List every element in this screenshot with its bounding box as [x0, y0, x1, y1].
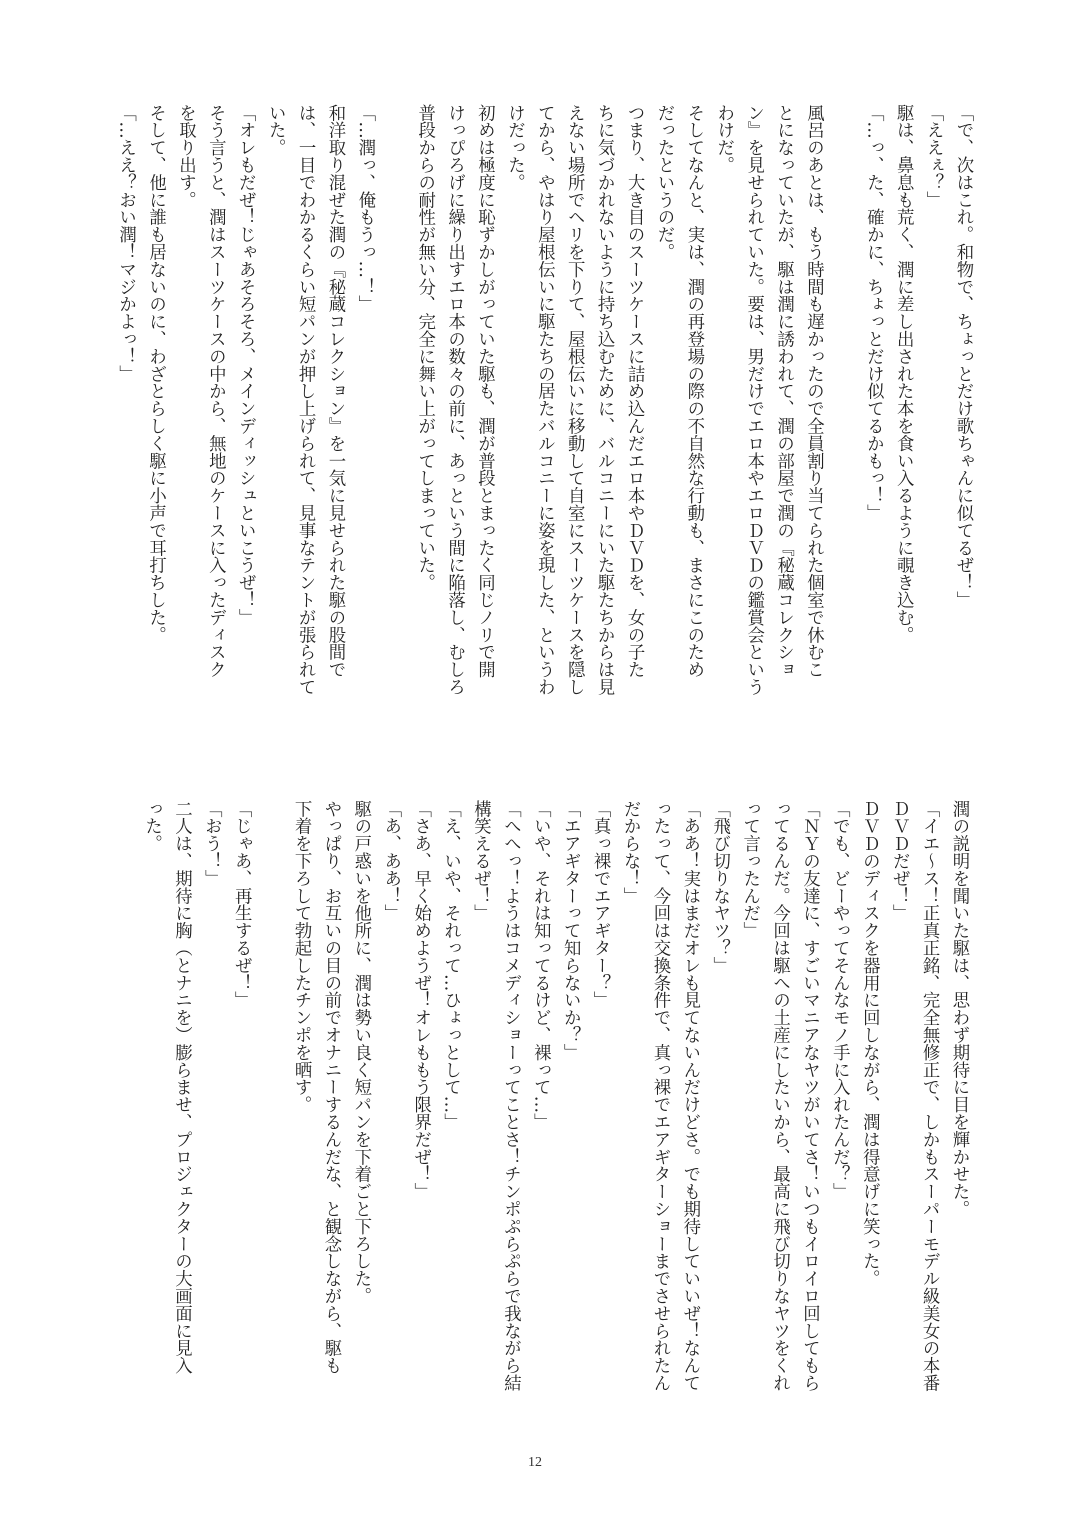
- text-line: った。: [141, 800, 162, 853]
- text-line: だったというのだ。: [653, 104, 674, 261]
- text-line: ちに気づかれないように持ち込むために、バルコニーにいた駆たちからは見: [594, 104, 615, 696]
- text-line: を取り出す。: [175, 104, 196, 209]
- text-line: 「おう！」: [201, 800, 222, 887]
- text-line: 「あ、ああ！」: [380, 800, 401, 922]
- text-line: 潤の説明を聞いた駆は、思わず期待に目を輝かせた。: [949, 800, 969, 1218]
- text-line: 「いや、それは知ってるけど、裸って…」: [530, 800, 551, 1131]
- text-line: 「…ええ？おい潤！マジかよっ！」: [115, 104, 136, 383]
- text-line: 下着を下ろして勃起したチンポを晒す。: [291, 800, 312, 1114]
- text-line: 「飛び切りなヤツ？」: [709, 800, 730, 974]
- text-line: 「エアギターって知らないか？」: [560, 800, 581, 1061]
- text-line: 「ＮＹの友達に、すごいマニアなヤツがいてさ！いつもイロイロ回してもら: [799, 800, 820, 1392]
- text-line: 「さあ、早く始めようぜ！オレももう限界だぜ！」: [410, 800, 431, 1201]
- text-line: 「…っ、た、確かに、ちょっとだけ似てるかもっ！」: [863, 104, 884, 522]
- text-line: そしてなんと、実は、潤の再登場の際の不自然な行動も、まさにこのため: [683, 104, 704, 679]
- text-line: 風呂のあとは、もう時間も遅かったので全員割り当てられた個室で休むこ: [803, 104, 824, 679]
- text-line: 「え、いや、それって…ひょっとして…」: [440, 800, 461, 1131]
- text-line: ったって、今回は交換条件で、真っ裸でエアギターショーまでさせられたん: [649, 800, 670, 1392]
- text-line: けっぴろげに繰り出すエロ本の数々の前に、あっという間に陥落し、むしろ: [444, 104, 465, 696]
- text-line: 「ええぇ？」: [923, 104, 944, 209]
- text-line: [379, 104, 409, 694]
- text-line: 「…潤っ、俺もうっ…！」: [354, 104, 375, 313]
- text-line: そして、他に誰も居ないのに、わざとらしく駆に小声で耳打ちした。: [145, 104, 166, 644]
- text-line: つまり、大き目のスーツケースに詰め込んだエロ本やＤＶＤを、女の子た: [624, 104, 645, 679]
- text-line: 「イエ～ス！正真正銘、完全無修正で、しかもスーパーモデル級美女の本番: [919, 800, 940, 1392]
- text-line: って言ったんだ」: [739, 800, 760, 940]
- text-line: 和洋取り混ぜた潤の『秘蔵コレクション』を一気に見せられた駆の股間で: [324, 104, 345, 679]
- text-line: そう言うと、潤はスーツケースの中から、無地のケースに入ったディスク: [205, 104, 226, 679]
- text-line: 「でも、どーやってそんなモノ手に入れたんだ？」: [829, 800, 850, 1201]
- text-line: [827, 104, 857, 694]
- text-block-top: [110, 104, 977, 694]
- text-line: とになっていたが、駆は潤に誘われて、潤の部屋で潤の『秘蔵コレクショ: [773, 104, 794, 679]
- page-number: 12: [528, 1455, 542, 1470]
- text-line: 普段からの耐性が無い分、完全に舞い上がってしまっていた。: [414, 104, 435, 592]
- text-line: やっぱり、お互いの目の前でオナニーするんだな、と観念しながら、駆も: [320, 800, 341, 1375]
- text-line: 「真っ裸でエアギター？」: [590, 800, 611, 1009]
- text-block-bottom: [136, 800, 973, 1400]
- text-line: 「オレもだぜ！じゃあそろそろ、メインディッシュといこうぜ！」: [235, 104, 256, 626]
- text-line: 二人は、期待に胸（とナニを）膨らませ、プロジェクターの大画面に見入: [171, 800, 192, 1375]
- text-line: ＤＶＤのディスクを器用に回しながら、潤は得意げに笑った。: [859, 800, 880, 1288]
- text-line: てから、やはり屋根伝いに駆たちの居たバルコニーに姿を現した、というわ: [534, 104, 555, 696]
- text-line: だからな！」: [620, 800, 641, 905]
- text-line: 駆は、鼻息も荒く、潤に差し出された本を食い入るように覗き込む。: [893, 104, 914, 644]
- text-line: 構笑えるぜ！」: [470, 800, 491, 922]
- text-line: ン』を見せられていた。要は、男だけでエロ本やエロＤＶＤの鑑賞会という: [743, 104, 764, 696]
- text-line: けだった。: [504, 104, 525, 191]
- text-line: 駆の戸惑いを他所に、潤は勢い良く短パンを下着ごと下ろした。: [350, 800, 371, 1305]
- text-line: ってるんだ。今回は駆への土産にしたいから、最高に飛び切りなヤツをくれ: [769, 800, 790, 1392]
- text-line: 「で、次はこれ。和物で、ちょっとだけ歌ちゃんに似てるぜ！」: [953, 104, 973, 609]
- text-line: 「じゃあ、再生するぜ！」: [231, 800, 252, 1009]
- text-line: いた。: [265, 104, 286, 157]
- text-line: ＤＶＤだぜ！」: [889, 800, 910, 922]
- text-line: 初めは極度に恥ずかしがっていた駆も、潤が普段とまったく同じノリで開: [474, 104, 495, 679]
- text-line: [255, 800, 285, 1400]
- text-line: は、一目でわかるくらい短パンが押し上げられて、見事なテントが張られて: [295, 104, 316, 696]
- text-line: 「ああ！実はまだオレも見てないんだけどさ。でも期待していいぜ！なんて: [679, 800, 700, 1392]
- text-line: わけだ。: [713, 104, 734, 174]
- text-line: えない場所でヘリを下りて、屋根伝いに移動して自室にスーツケースを隠し: [564, 104, 585, 696]
- text-line: 「へへっ！ようはコメディショーってことさ！チンポぷらぷらで我ながら結: [500, 800, 521, 1392]
